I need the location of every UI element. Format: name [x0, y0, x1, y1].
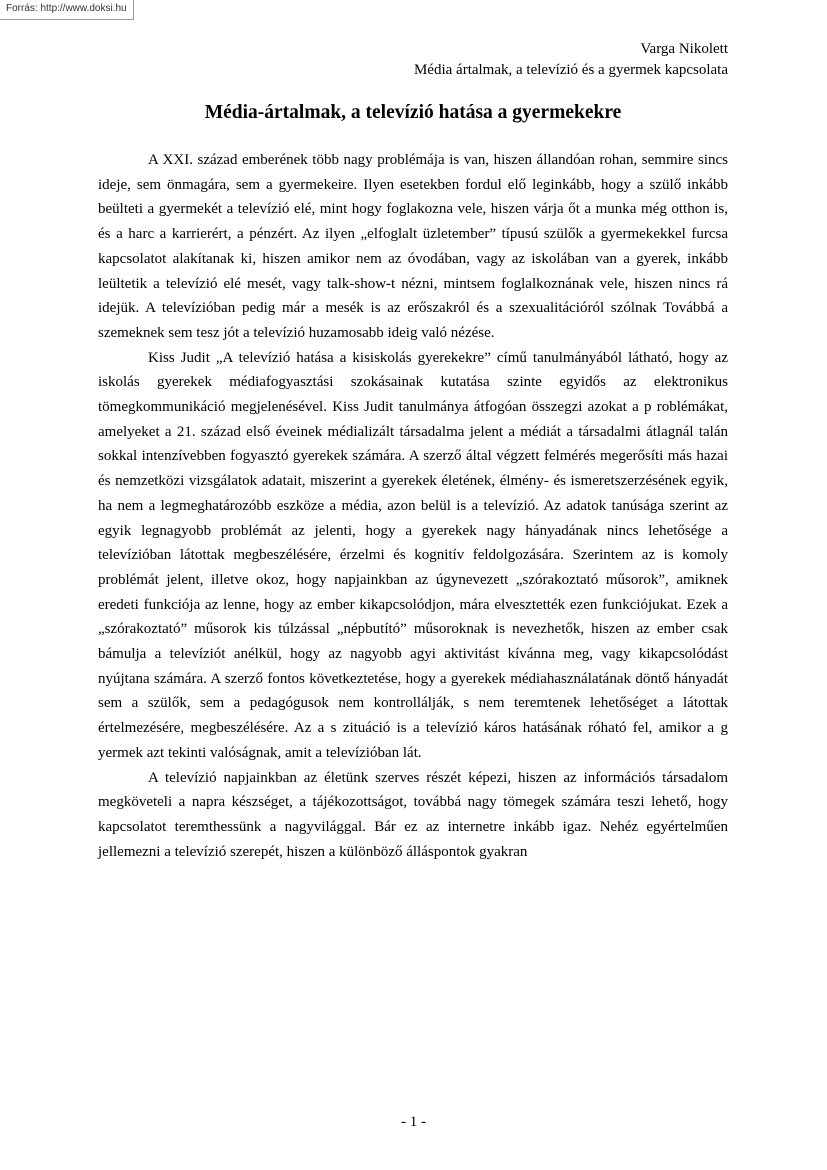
header-subtitle: Média ártalmak, a televízió és a gyermek kapcsolata [413, 62, 728, 78]
document-title: Média-ártalmak, a televízió hatása a gyermekekre [204, 102, 622, 123]
source-label: Forrás: http://www.doksi.hu [0, 0, 134, 20]
paragraph-1: A XXI. század emberének több nagy problémája is van, hiszen állandóan rohan, semmire sincs ideje, sem önmagára, sem a gyermekeire. Ilyen esetekben fordul elő leginkább, hogy a szülő inkább beülteti a gyermekét a televízió elé, mint hogy foglakozna vele, hiszen várja őt a munka még otthon is, és a harc a karrierért, a pénzért. Az ilyen „elfoglalt üzletember” típusú szülők a gyermekekkel furcsa kapcsolatot alakítanak ki, hiszen amikor nem az óvodában, vagy az iskolában van a gyerek, inkább leültetik a televízió elé mesét, vagy talk-show-t nézni, mintsem foglalkoznának vele, hiszen nincs rá idejük. A televízióban pedig már a mesék is az erőszakról és a szexualitációról szólnak Továbbá a szemeknek sem tesz jót a televízió huzamosabb ideig való nézése. [98, 152, 728, 341]
page-number: - 1 - [401, 1114, 426, 1130]
header-author: Varga Nikolett [640, 41, 728, 57]
paragraph-3: A televízió napjainkban az életünk szerves részét képezi, hiszen az információs társadalom megköveteli a napra készséget, a tájékozottságot, továbbá nagy tömegek számára teszi lehető, hogy kapcsolatot teremthessünk a nagyvilággal. Bár ez az internetre inkább igaz. Nehéz egyértelműen jellemezni a televízió szerepét, hiszen a különböző álláspontok gyakran [98, 769, 728, 860]
paragraph-2: Kiss Judit „A televízió hatása a kisiskolás gyerekekre” című tanulmányából látható, hogy az iskolás gyerekek médiafogyasztási szokásainak kutatása szinte egyidős az elektronikus tömegkommunikáció megjelenésével. Kiss Judit tanulmánya átfogóan összegzi azokat a p roblémákat, amelyeket a 21. század első éveinek médializált társadalma jelent a médiát a társadalmi átlagnál talán sokkal intenzívebben fogyasztó gyerekek számára. A szerző által végzett felmérés megerősíti más hazai és nemzetközi vizsgálatok adatait, miszerint a gyerekek életének, élmény- és ismeretszerzésének egyik, ha nem a legmeghatározóbb eszköze a média, azon belül is a televízió. Az adatok tanúsága szerint az egyik legnagyobb problémát az jelenti, hogy a gyerekek nagy hányadának nincs lehetősége a televízióban látottak megbeszélésére, érzelmi és kognitív feldolgozására. Szerintem az is komoly problémát jelent, illetve okoz, hogy napjainkban az úgynevezett „szórakoztató műsorok”, amiknek eredeti funkciója az lenne, hogy az ember kikapcsolódjon, mára elvesztették ezen funkciójukat. Ezek a „szórakoztató” műsorok kis túlzással „népbutító” műsoroknak is nevezhetők, hiszen az ember csak bámulja a televíziót anélkül, hogy az nagyobb agyi aktivitást kívánna meg, vagy kikapcsolódást nyújtana számára. A szerző fontos következtetése, hogy a gyerekek médiahasználatának döntő hányadát sem a szülők, sem a pedagógusok nem kontrollálják, s nem teremtenek lehetőséget a látottak értelmezésére, megbeszélésére. Az a s zituáció is a televízió káros hatásának róható fel, amikor a g yermek azt tekinti valóságnak, amit a televízióban lát. [98, 349, 728, 761]
page-header [414, 39, 728, 81]
body-text [98, 148, 728, 864]
